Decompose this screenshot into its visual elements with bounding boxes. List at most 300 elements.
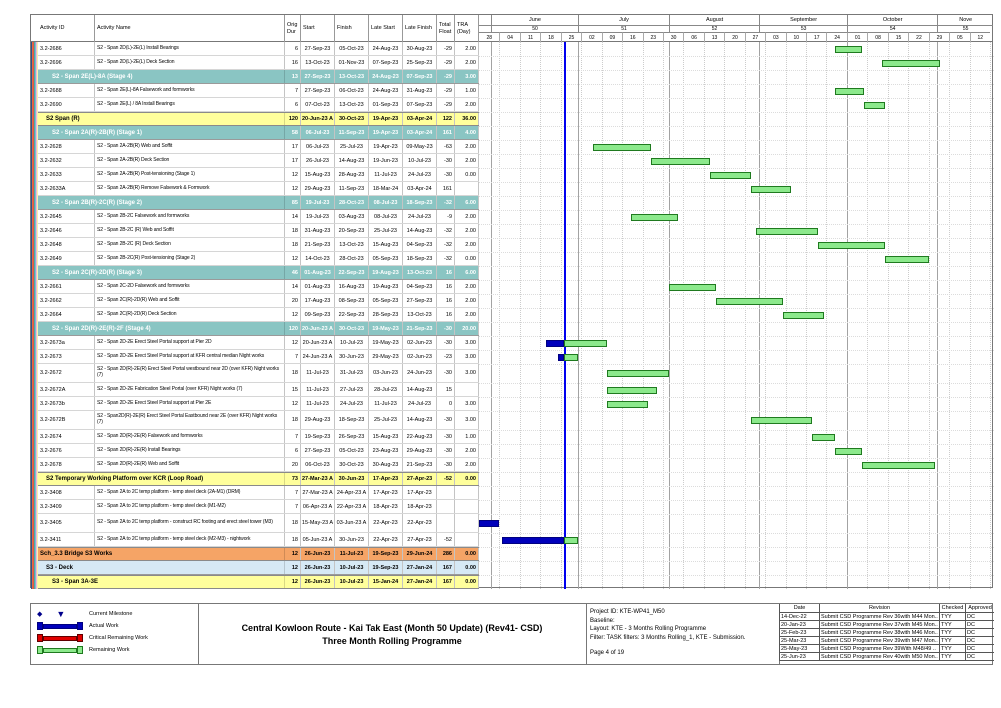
bar-mid bbox=[43, 624, 77, 629]
orig-dur-cell: 7 bbox=[285, 500, 301, 513]
start-cell: 15-Aug-23 bbox=[301, 168, 335, 181]
bar-cap bbox=[77, 622, 83, 630]
tra-cell: 0.00 bbox=[455, 252, 479, 265]
total-float-cell: -32 bbox=[437, 238, 455, 251]
activity-id-cell: 3.2-2628 bbox=[38, 140, 95, 153]
late-start-cell: 19-Sep-23 bbox=[369, 561, 403, 574]
group-label: S2 - Span 2C(R)-2D(R) (Stage 3) bbox=[38, 266, 285, 279]
late-start-cell: 18-Apr-23 bbox=[369, 500, 403, 513]
orig-dur-cell: 58 bbox=[285, 126, 301, 139]
late-start-cell: 22-Apr-23 bbox=[369, 533, 403, 546]
timeline-header bbox=[479, 15, 994, 42]
finish-cell: 13-Oct-23 bbox=[335, 98, 369, 111]
revision-cell: TYY bbox=[939, 613, 965, 621]
week-gridline bbox=[888, 42, 889, 589]
table-row[interactable] bbox=[31, 308, 479, 322]
week-gridline bbox=[826, 42, 827, 589]
tra-cell: 2.00 bbox=[455, 42, 479, 55]
late-start-cell: 19-Apr-23 bbox=[369, 113, 403, 125]
total-float-cell bbox=[437, 500, 455, 513]
finish-cell: 28-Aug-23 bbox=[335, 168, 369, 181]
activity-id-cell: 3.2-2662 bbox=[38, 294, 95, 307]
table-row[interactable] bbox=[31, 458, 479, 472]
table-row[interactable] bbox=[31, 411, 479, 430]
week-gridline bbox=[663, 42, 664, 589]
row-gridline bbox=[479, 140, 994, 141]
late-start-cell: 28-Sep-23 bbox=[369, 308, 403, 321]
milestone-marker-icon: ▼ bbox=[56, 609, 66, 619]
total-float-cell: 16 bbox=[437, 280, 455, 293]
table-row[interactable] bbox=[31, 336, 479, 350]
late-finish-cell: 03-Apr-24 bbox=[403, 126, 437, 139]
tra-cell: 2.00 bbox=[455, 280, 479, 293]
legend-label: Actual Work bbox=[89, 623, 119, 629]
column-header-start: Start bbox=[301, 15, 335, 42]
legend-label: Critical Remaining Work bbox=[89, 635, 148, 641]
late-finish-cell: 07-Sep-23 bbox=[403, 98, 437, 111]
activity-name-cell: S2 - Span 2D-2E Erect Steel Portal support at Pier 2D bbox=[95, 336, 285, 349]
start-cell: 27-Sep-23 bbox=[301, 42, 335, 55]
group-row[interactable] bbox=[31, 70, 479, 84]
remaining-work-bar[interactable] bbox=[564, 354, 579, 361]
finish-cell: 30-Oct-23 bbox=[335, 322, 369, 335]
title-block bbox=[198, 604, 586, 664]
activity-id-cell: 3.2-2672B bbox=[38, 411, 95, 429]
timeline-day-cell: 08 bbox=[867, 32, 887, 42]
start-cell: 11-Jul-23 bbox=[301, 397, 335, 410]
row-gridline bbox=[479, 430, 994, 431]
tra-cell: 6.00 bbox=[455, 266, 479, 279]
timeline-day-cell: 13 bbox=[704, 32, 724, 42]
group-row[interactable] bbox=[31, 126, 479, 140]
week-gridline bbox=[908, 42, 909, 589]
table-row[interactable] bbox=[31, 56, 479, 70]
orig-dur-cell: 12 bbox=[285, 182, 301, 195]
late-start-cell: 30-Aug-23 bbox=[369, 458, 403, 471]
table-row[interactable] bbox=[31, 294, 479, 308]
orig-dur-cell: 6 bbox=[285, 444, 301, 457]
start-cell: 27-Sep-23 bbox=[301, 444, 335, 457]
remaining-work-bar[interactable] bbox=[751, 186, 792, 193]
late-finish-cell: 07-Sep-23 bbox=[403, 70, 437, 83]
row-gridline bbox=[479, 238, 994, 239]
group-label: S2 Span (R) bbox=[38, 113, 285, 125]
finish-cell: 22-Sep-23 bbox=[335, 266, 369, 279]
group-label: S2 - Span 2B(R)-2C(R) (Stage 2) bbox=[38, 196, 285, 209]
row-gridline bbox=[479, 533, 994, 534]
table-row[interactable] bbox=[31, 140, 479, 154]
group-label: S3 - Span 3A-3E bbox=[38, 576, 285, 588]
page-number: Page 4 of 19 bbox=[590, 649, 625, 656]
timeline-day-cell: 05 bbox=[949, 32, 969, 42]
week-gridline bbox=[765, 42, 766, 589]
month-gridline bbox=[578, 42, 579, 589]
orig-dur-cell: 18 bbox=[285, 533, 301, 546]
project-info-line: Baseline: bbox=[590, 617, 615, 624]
orig-dur-cell: 85 bbox=[285, 196, 301, 209]
activity-name-cell: S2 - Span 2D-2E Fabrication Steel Portal (over KFR) Night works (7) bbox=[95, 383, 285, 396]
orig-dur-cell: 120 bbox=[285, 113, 301, 125]
group-row[interactable] bbox=[31, 266, 479, 280]
table-row[interactable] bbox=[31, 430, 479, 444]
activity-id-cell: 3.2-3405 bbox=[38, 514, 95, 532]
revision-cell: TYY bbox=[939, 629, 965, 637]
legend-item-critical bbox=[37, 632, 192, 644]
timeline-day-cell: 20 bbox=[724, 32, 744, 42]
table-row[interactable] bbox=[31, 84, 479, 98]
revision-cell: TYY bbox=[939, 653, 965, 661]
group-label: S3 - Deck bbox=[38, 561, 285, 574]
activity-id-cell: 3.2-2696 bbox=[38, 56, 95, 69]
late-start-cell: 03-Jun-23 bbox=[369, 364, 403, 382]
start-cell: 01-Aug-23 bbox=[301, 280, 335, 293]
month-gridline bbox=[847, 42, 848, 589]
total-float-cell: -29 bbox=[437, 84, 455, 97]
start-cell: 27-Mar-23 A bbox=[301, 473, 335, 485]
orig-dur-cell: 17 bbox=[285, 140, 301, 153]
activity-id-cell: 3.2-2676 bbox=[38, 444, 95, 457]
remaining-work-bar[interactable] bbox=[862, 462, 935, 469]
total-float-cell: -30 bbox=[437, 458, 455, 471]
timeline-week-cell: 50 bbox=[491, 25, 579, 32]
start-cell: 29-Aug-23 bbox=[301, 411, 335, 429]
timeline-week-cell: 51 bbox=[578, 25, 669, 32]
activity-id-cell: 3.2-2672 bbox=[38, 364, 95, 382]
row-gridline bbox=[479, 397, 994, 398]
total-float-cell: -29 bbox=[437, 70, 455, 83]
total-float-cell: 122 bbox=[437, 113, 455, 125]
timeline-day-cell: 23 bbox=[643, 32, 663, 42]
remaining-work-bar[interactable] bbox=[818, 242, 885, 249]
row-gridline bbox=[479, 383, 994, 384]
finish-cell: 03-Aug-23 bbox=[335, 210, 369, 223]
group-row[interactable] bbox=[31, 472, 479, 486]
revision-cell: DC bbox=[965, 621, 994, 629]
late-start-cell: 08-Jul-23 bbox=[369, 210, 403, 223]
remaining-work-bar[interactable] bbox=[669, 284, 716, 291]
table-row[interactable] bbox=[31, 444, 479, 458]
group-row[interactable] bbox=[31, 575, 479, 589]
late-start-cell: 15-Jan-24 bbox=[369, 576, 403, 588]
tra-cell: 2.00 bbox=[455, 154, 479, 167]
total-float-cell: -30 bbox=[437, 168, 455, 181]
table-row[interactable] bbox=[31, 42, 479, 56]
group-row[interactable] bbox=[31, 196, 479, 210]
table-row[interactable] bbox=[31, 383, 479, 397]
timeline-month-cell: June bbox=[491, 15, 579, 25]
milestone-icon bbox=[37, 609, 83, 619]
total-float-cell: -32 bbox=[437, 224, 455, 237]
late-finish-cell: 18-Apr-23 bbox=[403, 500, 437, 513]
table-row[interactable] bbox=[31, 364, 479, 383]
total-float-cell: -52 bbox=[437, 473, 455, 485]
total-float-cell: 16 bbox=[437, 266, 455, 279]
week-gridline bbox=[581, 42, 582, 589]
timeline-month-cell bbox=[479, 15, 491, 25]
row-gridline bbox=[479, 294, 994, 295]
remaining-work-bar[interactable] bbox=[812, 434, 835, 441]
activity-name-cell: S2 - Span 2D(R)-2E(R) Falsework and formworks bbox=[95, 430, 285, 443]
tra-cell: 1.00 bbox=[455, 84, 479, 97]
activity-name-cell: S2 - Span 2B-2C (R) Web and Soffit bbox=[95, 224, 285, 237]
week-gridline bbox=[683, 42, 684, 589]
orig-dur-cell: 12 bbox=[285, 168, 301, 181]
bar-mid bbox=[43, 648, 77, 653]
late-finish-cell: 02-Jun-23 bbox=[403, 350, 437, 363]
table-row[interactable] bbox=[31, 252, 479, 266]
activity-name-cell: S2 - Span 2D(L)-2E(L) Install Bearings bbox=[95, 42, 285, 55]
start-cell: 19-Sep-23 bbox=[301, 430, 335, 443]
late-finish-cell: 22-Apr-23 bbox=[403, 514, 437, 532]
late-start-cell: 15-Aug-23 bbox=[369, 238, 403, 251]
row-gridline bbox=[479, 56, 994, 57]
table-row[interactable] bbox=[31, 154, 479, 168]
table-row[interactable] bbox=[31, 533, 479, 547]
orig-dur-cell: 12 bbox=[285, 576, 301, 588]
remaining-work-bar[interactable] bbox=[564, 537, 579, 544]
group-row[interactable] bbox=[31, 561, 479, 575]
activity-id-cell: 3.2-2686 bbox=[38, 42, 95, 55]
tra-cell bbox=[455, 500, 479, 513]
remaining-work-bar[interactable] bbox=[716, 298, 783, 305]
group-label: S2 - Span 2E(L)-8A (Stage 4) bbox=[38, 70, 285, 83]
activity-id-cell: 3.2-2673 bbox=[38, 350, 95, 363]
remaining-work-bar[interactable] bbox=[564, 340, 608, 347]
total-float-cell: 286 bbox=[437, 548, 455, 560]
finish-cell: 13-Oct-23 bbox=[335, 70, 369, 83]
start-cell: 26-Jun-23 bbox=[301, 561, 335, 574]
timeline-week-cell bbox=[479, 25, 491, 32]
late-finish-cell: 17-Apr-23 bbox=[403, 486, 437, 499]
remaining-work-bar[interactable] bbox=[607, 401, 648, 408]
late-start-cell: 29-May-23 bbox=[369, 350, 403, 363]
row-gridline bbox=[479, 112, 994, 113]
row-gridline bbox=[479, 575, 994, 576]
legend-item-remaining bbox=[37, 644, 192, 656]
late-start-cell: 07-Sep-23 bbox=[369, 56, 403, 69]
table-row[interactable] bbox=[31, 238, 479, 252]
remaining-work-bar[interactable] bbox=[783, 312, 824, 319]
row-gridline bbox=[479, 182, 994, 183]
remaining-work-bar[interactable] bbox=[835, 448, 861, 455]
finish-cell: 27-Jul-23 bbox=[335, 383, 369, 396]
tra-cell: 3.00 bbox=[455, 397, 479, 410]
finish-cell: 22-Apr-23 A bbox=[335, 500, 369, 513]
activity-name-cell: S2 - Span 2A to 2C temp platform - temp steel deck (M1-M2) bbox=[95, 500, 285, 513]
late-finish-cell: 10-Jul-23 bbox=[403, 154, 437, 167]
actual-work-bar[interactable] bbox=[546, 340, 564, 347]
week-gridline bbox=[520, 42, 521, 589]
timeline-day-cell: 25 bbox=[561, 32, 581, 42]
remaining-work-bar[interactable] bbox=[607, 370, 668, 377]
group-row[interactable] bbox=[31, 322, 479, 336]
actual-work-bar[interactable] bbox=[502, 537, 563, 544]
tra-cell bbox=[455, 533, 479, 546]
timeline-week-row bbox=[479, 25, 994, 32]
finish-cell: 16-Aug-23 bbox=[335, 280, 369, 293]
late-start-cell: 17-Apr-23 bbox=[369, 486, 403, 499]
activity-id-cell: 3.2-3408 bbox=[38, 486, 95, 499]
orig-dur-cell: 18 bbox=[285, 224, 301, 237]
late-finish-cell: 29-Aug-23 bbox=[403, 444, 437, 457]
row-gridline bbox=[479, 500, 994, 501]
late-start-cell: 01-Sep-23 bbox=[369, 98, 403, 111]
table-row[interactable] bbox=[31, 280, 479, 294]
timeline-day-cell: 29 bbox=[929, 32, 949, 42]
late-start-cell: 18-Mar-24 bbox=[369, 182, 403, 195]
late-finish-cell: 21-Sep-23 bbox=[403, 322, 437, 335]
table-body bbox=[31, 42, 992, 589]
late-finish-cell: 24-Jul-23 bbox=[403, 210, 437, 223]
group-row[interactable] bbox=[31, 547, 479, 561]
total-float-cell: -29 bbox=[437, 42, 455, 55]
remaining-work-bar[interactable] bbox=[710, 172, 751, 179]
late-finish-cell: 22-Aug-23 bbox=[403, 430, 437, 443]
milestone-diamond-icon: ◆ bbox=[37, 611, 43, 618]
start-cell: 26-Jun-23 bbox=[301, 576, 335, 588]
group-label: Sch_3.3 Bridge S3 Works bbox=[38, 548, 285, 560]
revision-cell: Submit CSD Programme Rev 36with M44 Mon.. bbox=[821, 613, 938, 620]
row-gridline bbox=[479, 168, 994, 169]
actual-work-bar[interactable] bbox=[479, 520, 499, 527]
activity-name-cell: S2 - Span 2E(L) / 8A Install Bearings bbox=[95, 98, 285, 111]
remaining-work-bar[interactable] bbox=[835, 88, 864, 95]
activity-name-cell: S2 - Span 2D-2E Erect Steel Portal support at Pier 2E bbox=[95, 397, 285, 410]
finish-cell: 26-Sep-23 bbox=[335, 430, 369, 443]
bar-cap bbox=[77, 634, 83, 642]
tra-cell: 2.00 bbox=[455, 308, 479, 321]
remaining-work-bar[interactable] bbox=[756, 228, 817, 235]
orig-dur-cell: 12 bbox=[285, 548, 301, 560]
timeline-month-cell: Nove bbox=[937, 15, 992, 25]
orig-dur-cell: 7 bbox=[285, 84, 301, 97]
table-row[interactable] bbox=[31, 168, 479, 182]
activity-name-cell: S2 - Span 2A-2B(R) Deck Section bbox=[95, 154, 285, 167]
week-gridline bbox=[540, 42, 541, 589]
late-finish-cell: 21-Sep-23 bbox=[403, 458, 437, 471]
late-start-cell: 24-Aug-23 bbox=[369, 42, 403, 55]
orig-dur-cell: 12 bbox=[285, 336, 301, 349]
table-row[interactable] bbox=[31, 182, 479, 196]
remaining-work-bar[interactable] bbox=[835, 46, 861, 53]
activity-name-cell: S2 - Span 2A-2B(R) Web and Soffit bbox=[95, 140, 285, 153]
remaining-work-bar[interactable] bbox=[651, 158, 709, 165]
start-cell: 13-Oct-23 bbox=[301, 56, 335, 69]
table-row[interactable] bbox=[31, 397, 479, 411]
late-start-cell: 19-May-23 bbox=[369, 322, 403, 335]
tra-cell: 3.00 bbox=[455, 411, 479, 429]
timeline-day-cell: 12 bbox=[970, 32, 990, 42]
late-finish-cell: 03-Apr-24 bbox=[403, 113, 437, 125]
tra-cell: 0.00 bbox=[455, 561, 479, 574]
table-row[interactable] bbox=[31, 486, 479, 500]
late-start-cell: 05-Sep-23 bbox=[369, 252, 403, 265]
finish-cell: 30-Jun-23 bbox=[335, 473, 369, 485]
month-gridline bbox=[491, 42, 492, 589]
column-header-activity-name: Activity Name bbox=[95, 15, 285, 42]
week-gridline bbox=[643, 42, 644, 589]
late-finish-cell: 27-Apr-23 bbox=[403, 533, 437, 546]
tra-cell: 2.00 bbox=[455, 56, 479, 69]
orig-dur-cell: 73 bbox=[285, 473, 301, 485]
start-cell: 07-Oct-23 bbox=[301, 98, 335, 111]
start-cell: 26-Jun-23 bbox=[301, 548, 335, 560]
tra-cell: 2.00 bbox=[455, 140, 479, 153]
table-row[interactable] bbox=[31, 224, 479, 238]
total-float-cell: 167 bbox=[437, 561, 455, 574]
row-gridline bbox=[479, 322, 994, 323]
activity-id-cell: 3.2-2672A bbox=[38, 383, 95, 396]
total-float-cell: -30 bbox=[437, 364, 455, 382]
tra-cell: 2.00 bbox=[455, 98, 479, 111]
finish-cell: 25-Jul-23 bbox=[335, 140, 369, 153]
timeline-day-cell: 22 bbox=[908, 32, 928, 42]
remaining-work-bar[interactable] bbox=[593, 144, 651, 151]
tra-cell bbox=[455, 182, 479, 195]
remaining-work-bar[interactable] bbox=[864, 102, 884, 109]
tra-cell: 4.00 bbox=[455, 126, 479, 139]
activity-id-cell: 3.2-2673a bbox=[38, 336, 95, 349]
total-float-cell: -32 bbox=[437, 196, 455, 209]
orig-dur-cell: 7 bbox=[285, 430, 301, 443]
late-finish-cell: 13-Oct-23 bbox=[403, 266, 437, 279]
tra-cell bbox=[455, 514, 479, 532]
late-start-cell: 24-Aug-23 bbox=[369, 84, 403, 97]
remaining-work-bar[interactable] bbox=[882, 60, 940, 67]
tra-cell: 0.00 bbox=[455, 576, 479, 588]
total-float-cell: 161 bbox=[437, 126, 455, 139]
activity-id-cell: 3.2-2690 bbox=[38, 98, 95, 111]
late-finish-cell: 14-Aug-23 bbox=[403, 224, 437, 237]
group-row[interactable] bbox=[31, 112, 479, 126]
remaining-work-bar[interactable] bbox=[885, 256, 929, 263]
revision-cell: TYY bbox=[939, 645, 965, 653]
late-start-cell: 24-Aug-23 bbox=[369, 70, 403, 83]
activity-id-cell: 3.2-2632 bbox=[38, 154, 95, 167]
row-gridline bbox=[479, 266, 994, 267]
revision-cell: Submit CSD Programme Rev 38with M46 Mon.. bbox=[821, 629, 938, 636]
start-cell: 20-Jun-23 A bbox=[301, 113, 335, 125]
activity-id-cell: 3.2-3409 bbox=[38, 500, 95, 513]
row-gridline bbox=[479, 98, 994, 99]
start-cell: 06-Apr-23 A bbox=[301, 500, 335, 513]
legend-label: Current Milestone bbox=[89, 611, 133, 617]
table-row[interactable] bbox=[31, 500, 479, 514]
revision-cell: 25-May-23 bbox=[779, 645, 819, 653]
table-row[interactable] bbox=[31, 210, 479, 224]
remaining-work-bar[interactable] bbox=[607, 387, 657, 394]
activity-name-cell: S2 - Span 2D(L)-2E(L) Deck Section bbox=[95, 56, 285, 69]
project-info-line: Layout: KTE - 3 Months Rolling Programme bbox=[590, 626, 707, 633]
finish-cell: 24-Jul-23 bbox=[335, 397, 369, 410]
revision-table bbox=[779, 604, 994, 664]
table-row[interactable] bbox=[31, 98, 479, 112]
finish-cell: 05-Oct-23 bbox=[335, 42, 369, 55]
revision-header-cell: Date bbox=[779, 604, 819, 613]
total-float-cell: -29 bbox=[437, 56, 455, 69]
timeline-day-cell: 30 bbox=[663, 32, 683, 42]
table-row[interactable] bbox=[31, 514, 479, 533]
row-gridline bbox=[479, 84, 994, 85]
table-row[interactable] bbox=[31, 350, 479, 364]
tra-cell bbox=[455, 486, 479, 499]
late-start-cell: 28-Jul-23 bbox=[369, 383, 403, 396]
finish-cell: 13-Oct-23 bbox=[335, 238, 369, 251]
remaining-work-bar[interactable] bbox=[751, 417, 812, 424]
remaining-work-bar[interactable] bbox=[631, 214, 678, 221]
actual-icon bbox=[37, 622, 83, 630]
legend-label: Remaining Work bbox=[89, 647, 130, 653]
